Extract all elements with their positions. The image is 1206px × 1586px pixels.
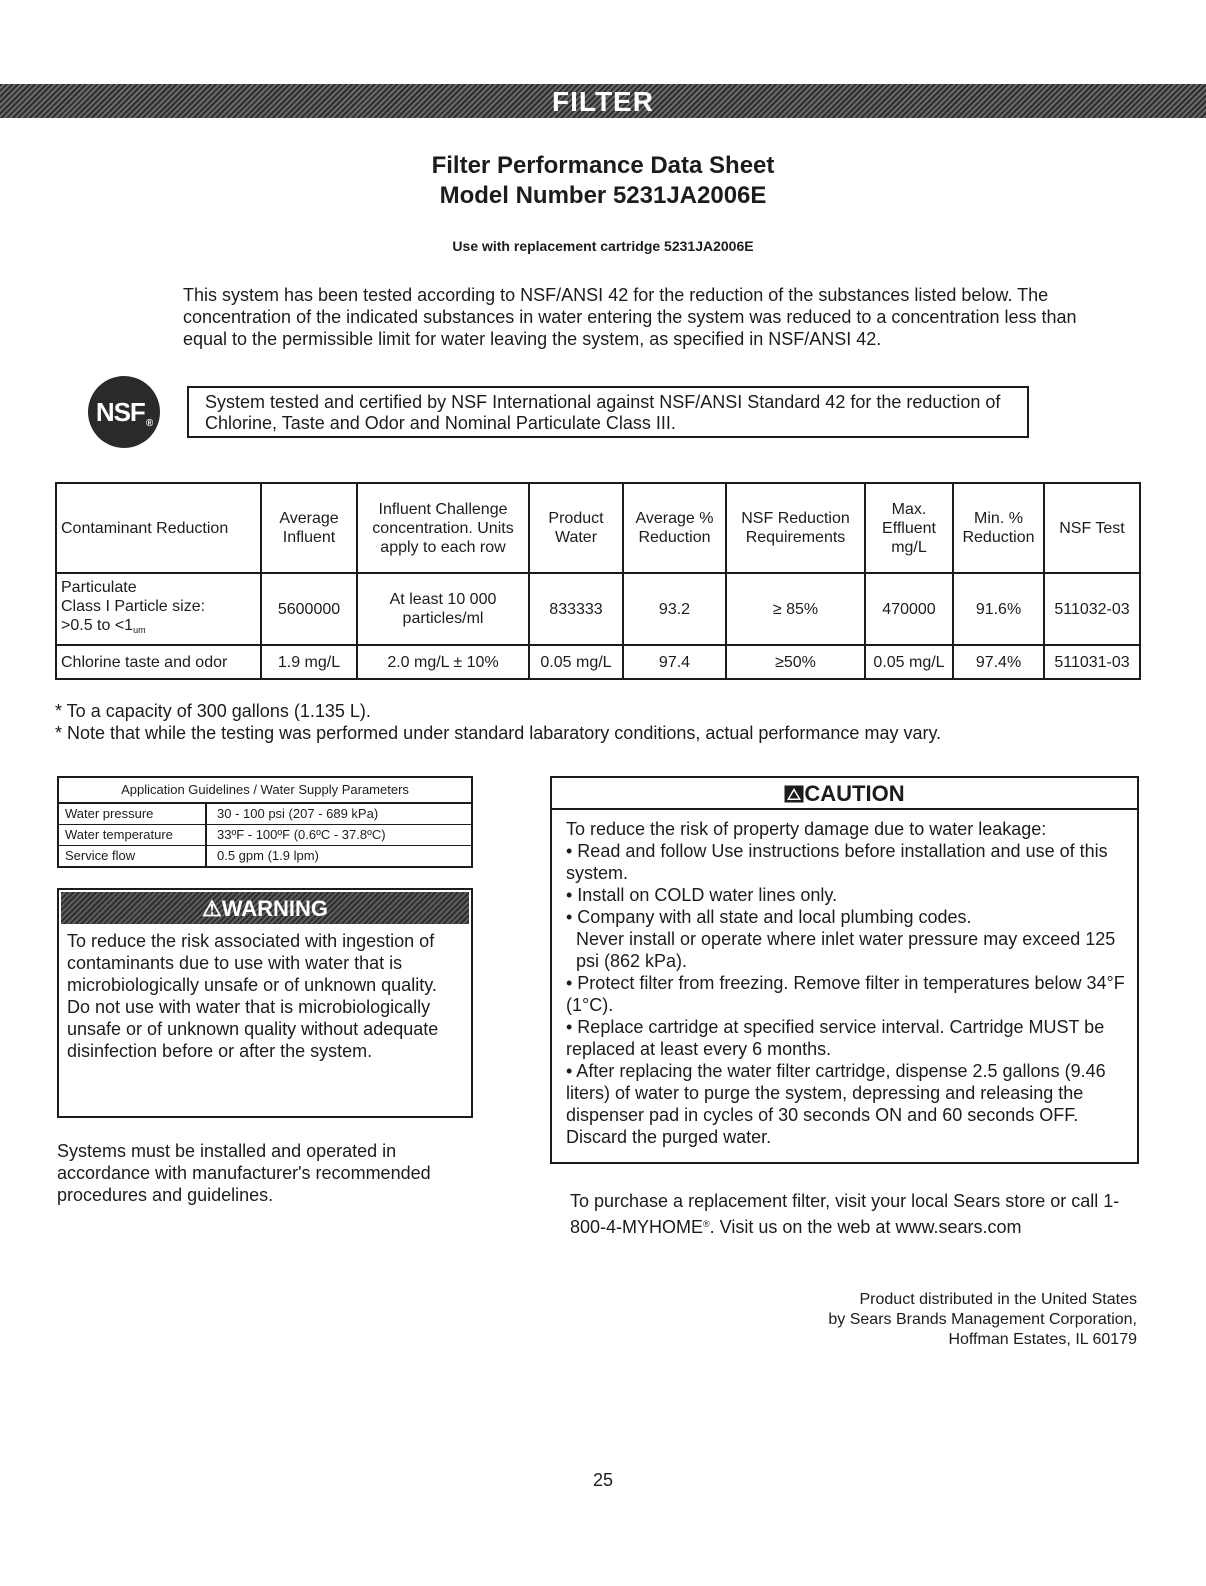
model-number-title: Model Number 5231JA2006E [439,182,767,209]
table-row [56,645,1140,679]
registered-mark: ® [145,417,153,429]
guidelines-title: Application Guidelines / Water Supply Parameters [59,778,471,804]
table-header-row [56,483,1140,573]
guidelines-table [57,776,473,868]
guideline-value: 0.5 gpm (1.9 lpm) [217,848,319,863]
caution-intro: To reduce the risk of property damage due to water leakage: [566,819,1047,839]
table-cell: 0.05 mg/L [865,645,953,679]
table-cell: 1.9 mg/L [261,645,357,679]
nsf-logo [88,376,160,448]
table-header: NSF Reduction Requirements [726,483,865,573]
table-cell: 470000 [865,573,953,645]
table-cell: 97.4% [953,645,1044,679]
table-row [56,573,1140,645]
contaminant-line: Class I Particle size: [61,598,206,615]
table-cell: 2.0 mg/L ± 10% [357,645,529,679]
caution-box [550,776,1139,1164]
table-header: Average Influent [261,483,357,573]
purchase-text: To purchase a replacement filter, visit your local Sears store or call 1-800-4-MYHOME [570,1191,1120,1237]
table-header: Average % Reduction [623,483,726,573]
table-cell: 91.6% [953,573,1044,645]
table-header: Min. % Reduction [953,483,1044,573]
contaminant-line [61,616,256,640]
table-row [59,804,471,825]
caution-bullet: • Install on COLD water lines only. [566,885,838,905]
warning-text: To reduce the risk associated with ingestion of contaminants due to use with water that is microbiologically unsafe or of unknown quality. [67,931,437,995]
table-cell: 97.4 [623,645,726,679]
table-header: Contaminant Reduction [56,483,261,573]
table-cell: 5600000 [261,573,357,645]
caution-bullet-continuation: Never install or operate where inlet water pressure may exceed 125 psi (862 kPa). [576,929,1116,971]
warning-box [57,888,473,1118]
table-cell: 511031-03 [1044,645,1140,679]
particle-unit: um [133,625,146,635]
guideline-label: Water pressure [59,804,207,824]
table-header: NSF Test [1044,483,1140,573]
warning-title: ⚠WARNING [61,892,469,924]
table-cell: 511032-03 [1044,573,1140,645]
performance-table [55,482,1141,680]
cartridge-subtitle: Use with replacement cartridge 5231JA2006E [452,238,754,254]
table-cell: 93.2 [623,573,726,645]
distribution-line: Product distributed in the United States [859,1291,1137,1308]
table-cell: 833333 [529,573,623,645]
page-title: Filter Performance Data Sheet [431,152,775,179]
registered-mark: ® [703,1219,710,1229]
guideline-label: Water temperature [59,825,207,845]
intro-paragraph: This system has been tested according to NSF/ANSI 42 for the reduction of the substances listed below. The concentration of the indicated substances in water entering the system was reduced to a concentration less than equal to the permissible limit for water leaving the system, as specified in NSF/ANSI 42. [183,285,1077,349]
table-header: Product Water [529,483,623,573]
guideline-value: 30 - 100 psi (207 - 689 kPa) [217,806,379,821]
particle-range: >0.5 to <1 [61,617,134,634]
certification-box: System tested and certified by NSF International against NSF/ANSI Standard 42 for the reduction of Chlorine, Taste and Odor and Nominal Particulate Class III. [187,386,1029,438]
distribution-note [700,1290,1137,1350]
caution-bullet: • Replace cartridge at specified service interval. Cartridge MUST be replaced at least every 6 months. [566,1017,1105,1059]
caution-bullet: • Company with all state and local plumbing codes. [566,907,972,927]
table-header: Influent Challenge concentration. Units apply to each row [357,483,529,573]
caution-bullet: • After replacing the water filter cartridge, dispense 2.5 gallons (9.46 liters) of water to purge the system, depressing and releasing the dispenser pad in cycles of 30 seconds ON and 60 seconds OFF. Discard the purged water. [566,1061,1106,1147]
table-row [59,825,471,846]
nsf-logo-text: NSF [95,396,145,427]
distribution-line: Hoffman Estates, IL 60179 [948,1331,1137,1348]
caution-warning-icon [784,785,804,803]
table-cell [56,573,261,645]
section-title: FILTER [552,86,654,117]
table-cell: At least 10 000 particles/ml [357,573,529,645]
footnote: * To a capacity of 300 gallons (1.135 L). [55,701,371,721]
guideline-label: Service flow [59,846,207,866]
caution-bullet: • Protect filter from freezing. Remove filter in temperatures below 34°F (1°C). [566,973,1125,1015]
contaminant-line: Particulate [61,579,137,596]
table-row [59,846,471,866]
caution-header [552,778,1137,810]
distribution-line: by Sears Brands Management Corporation, [828,1311,1137,1328]
table-cell: Chlorine taste and odor [56,645,261,679]
page-number: 25 [592,1470,614,1490]
purchase-text: . Visit us on the web at www.sears.com [709,1217,1022,1237]
table-cell: 0.05 mg/L [529,645,623,679]
purchase-note [570,1190,1140,1239]
systems-note: Systems must be installed and operated in accordance with manufacturer's recommended procedures and guidelines. [57,1141,431,1205]
table-cell: ≥50% [726,645,865,679]
table-header: Max. Effluent mg/L [865,483,953,573]
warning-text: Do not use with water that is microbiologically unsafe or of unknown quality without adequate disinfection before or after the system. [67,997,439,1061]
table-cell: ≥ 85% [726,573,865,645]
caution-title: CAUTION [804,781,905,806]
caution-bullet: • Read and follow Use instructions before installation and use of this system. [566,841,1108,883]
footnote: * Note that while the testing was performed under standard labaratory conditions, actual performance may vary. [55,723,942,743]
guideline-value: 33ºF - 100ºF (0.6ºC - 37.8ºC) [217,827,386,842]
